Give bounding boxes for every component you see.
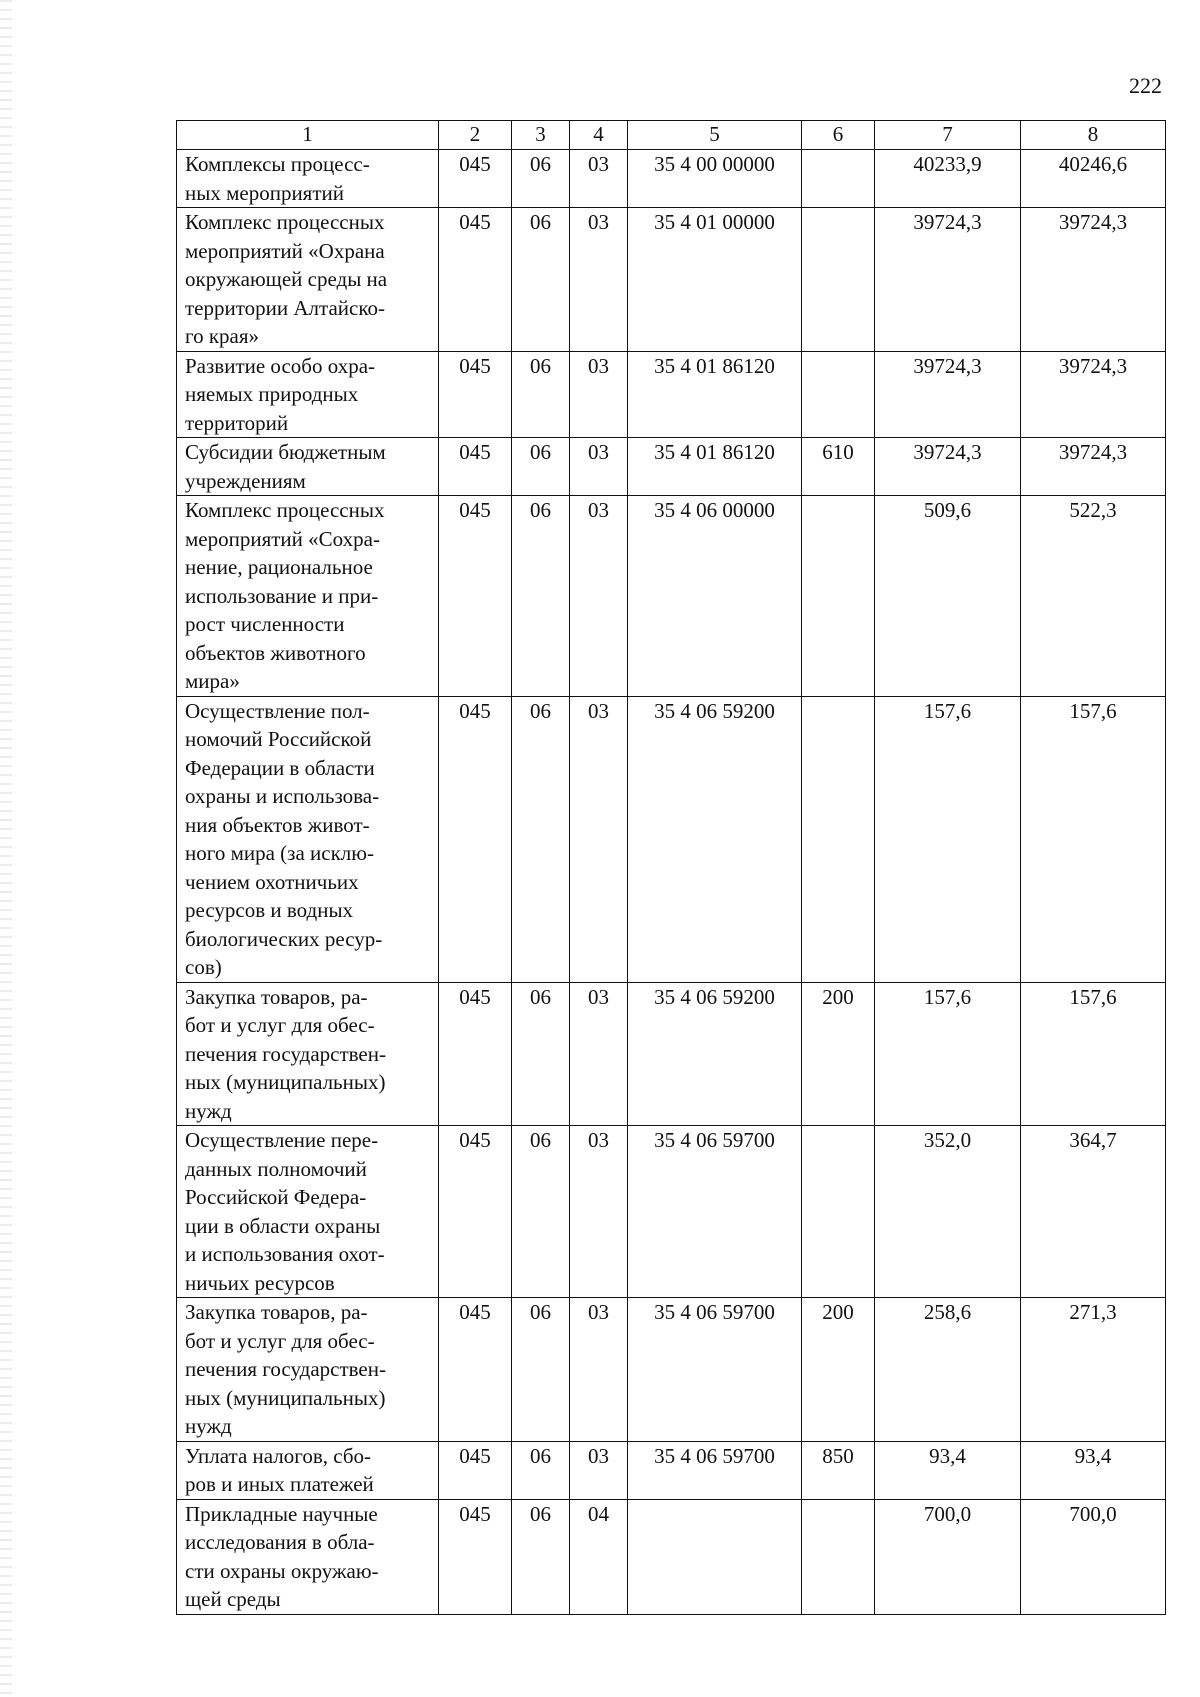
code-cell-4: 03 <box>570 1441 628 1499</box>
amount-cell-7: 39724,3 <box>875 351 1021 438</box>
expense-type-cell <box>802 496 875 697</box>
code-cell-3: 06 <box>512 982 570 1126</box>
amount-cell-8: 522,3 <box>1021 496 1166 697</box>
column-header-4: 4 <box>570 121 628 150</box>
code-cell-4: 03 <box>570 208 628 352</box>
column-header-8: 8 <box>1021 121 1166 150</box>
expense-type-cell <box>802 351 875 438</box>
row-name-cell: Развитие особо охра- няемых природных территорий <box>177 351 439 438</box>
target-article-cell <box>628 1499 802 1614</box>
amount-cell-7: 39724,3 <box>875 208 1021 352</box>
code-cell-3: 06 <box>512 150 570 208</box>
code-cell-2: 045 <box>439 438 512 496</box>
code-cell-2: 045 <box>439 1499 512 1614</box>
column-header-3: 3 <box>512 121 570 150</box>
code-cell-3: 06 <box>512 1499 570 1614</box>
expense-type-cell <box>802 208 875 352</box>
row-name-cell: Уплата налогов, сбо- ров и иных платежей <box>177 1441 439 1499</box>
amount-cell-7: 39724,3 <box>875 438 1021 496</box>
target-article-cell: 35 4 06 59200 <box>628 982 802 1126</box>
code-cell-2: 045 <box>439 982 512 1126</box>
table-row <box>177 1126 1166 1298</box>
page-number: 222 <box>1129 73 1162 98</box>
code-cell-2: 045 <box>439 1126 512 1298</box>
amount-cell-8: 271,3 <box>1021 1298 1166 1442</box>
row-name-cell: Комплексы процесс- ных мероприятий <box>177 150 439 208</box>
table-row <box>177 150 1166 208</box>
amount-cell-7: 509,6 <box>875 496 1021 697</box>
target-article-cell: 35 4 06 59700 <box>628 1126 802 1298</box>
table-row <box>177 982 1166 1126</box>
amount-cell-7: 700,0 <box>875 1499 1021 1614</box>
table-row <box>177 496 1166 697</box>
amount-cell-8: 364,7 <box>1021 1126 1166 1298</box>
amount-cell-8: 39724,3 <box>1021 438 1166 496</box>
amount-cell-8: 157,6 <box>1021 696 1166 982</box>
amount-cell-7: 157,6 <box>875 696 1021 982</box>
target-article-cell: 35 4 06 59200 <box>628 696 802 982</box>
row-name-cell: Осуществление пере- данных полномочий Российской Федера- ции в области охраны и использования охот- ничьих ресурсов <box>177 1126 439 1298</box>
target-article-cell: 35 4 00 00000 <box>628 150 802 208</box>
table-row <box>177 1298 1166 1442</box>
column-header-2: 2 <box>439 121 512 150</box>
expense-type-cell: 200 <box>802 982 875 1126</box>
expense-type-cell: 610 <box>802 438 875 496</box>
expense-type-cell: 850 <box>802 1441 875 1499</box>
code-cell-4: 03 <box>570 496 628 697</box>
row-name-cell: Комплекс процессных мероприятий «Охрана окружающей среды на территории Алтайско- го края» <box>177 208 439 352</box>
code-cell-2: 045 <box>439 208 512 352</box>
amount-cell-7: 93,4 <box>875 1441 1021 1499</box>
header-row <box>177 121 1166 150</box>
scan-edge-artifact <box>0 0 12 1697</box>
expense-type-cell: 200 <box>802 1298 875 1442</box>
code-cell-4: 03 <box>570 696 628 982</box>
column-header-7: 7 <box>875 121 1021 150</box>
amount-cell-7: 352,0 <box>875 1126 1021 1298</box>
table-body <box>177 150 1166 1615</box>
code-cell-2: 045 <box>439 1298 512 1442</box>
code-cell-3: 06 <box>512 1126 570 1298</box>
amount-cell-7: 40233,9 <box>875 150 1021 208</box>
target-article-cell: 35 4 06 59700 <box>628 1441 802 1499</box>
column-header-5: 5 <box>628 121 802 150</box>
target-article-cell: 35 4 06 00000 <box>628 496 802 697</box>
table-header <box>177 121 1166 150</box>
target-article-cell: 35 4 01 86120 <box>628 351 802 438</box>
amount-cell-7: 258,6 <box>875 1298 1021 1442</box>
row-name-cell: Закупка товаров, ра- бот и услуг для обес- печения государствен- ных (муниципальных) нужд <box>177 982 439 1126</box>
code-cell-2: 045 <box>439 696 512 982</box>
code-cell-3: 06 <box>512 438 570 496</box>
row-name-cell: Субсидии бюджетным учреждениям <box>177 438 439 496</box>
row-name-cell: Закупка товаров, ра- бот и услуг для обес- печения государствен- ных (муниципальных) нужд <box>177 1298 439 1442</box>
table-row <box>177 696 1166 982</box>
table-row <box>177 438 1166 496</box>
code-cell-3: 06 <box>512 1298 570 1442</box>
amount-cell-8: 39724,3 <box>1021 208 1166 352</box>
code-cell-3: 06 <box>512 496 570 697</box>
table-row <box>177 1441 1166 1499</box>
amount-cell-8: 93,4 <box>1021 1441 1166 1499</box>
table-row <box>177 208 1166 352</box>
expense-type-cell <box>802 1499 875 1614</box>
table-row <box>177 351 1166 438</box>
code-cell-3: 06 <box>512 1441 570 1499</box>
code-cell-4: 03 <box>570 438 628 496</box>
amount-cell-8: 157,6 <box>1021 982 1166 1126</box>
code-cell-3: 06 <box>512 208 570 352</box>
amount-cell-7: 157,6 <box>875 982 1021 1126</box>
expense-type-cell <box>802 696 875 982</box>
target-article-cell: 35 4 01 86120 <box>628 438 802 496</box>
code-cell-2: 045 <box>439 496 512 697</box>
row-name-cell: Прикладные научные исследования в обла- сти охраны окружаю- щей среды <box>177 1499 439 1614</box>
code-cell-3: 06 <box>512 696 570 982</box>
expense-type-cell <box>802 1126 875 1298</box>
row-name-cell: Осуществление пол- номочий Российской Федерации в области охраны и использова- ния объектов живот- ного мира (за исклю- чением охотничьих ресурсов и водных биологических ресур- сов) <box>177 696 439 982</box>
amount-cell-8: 39724,3 <box>1021 351 1166 438</box>
code-cell-4: 04 <box>570 1499 628 1614</box>
column-header-1: 1 <box>177 121 439 150</box>
code-cell-2: 045 <box>439 1441 512 1499</box>
code-cell-4: 03 <box>570 1298 628 1442</box>
row-name-cell: Комплекс процессных мероприятий «Сохра- нение, рациональное использование и при- рост численности объектов животного мира» <box>177 496 439 697</box>
code-cell-4: 03 <box>570 351 628 438</box>
code-cell-4: 03 <box>570 982 628 1126</box>
target-article-cell: 35 4 06 59700 <box>628 1298 802 1442</box>
expense-type-cell <box>802 150 875 208</box>
table-row <box>177 1499 1166 1614</box>
code-cell-3: 06 <box>512 351 570 438</box>
code-cell-2: 045 <box>439 351 512 438</box>
amount-cell-8: 40246,6 <box>1021 150 1166 208</box>
budget-table <box>176 120 1166 1615</box>
column-header-6: 6 <box>802 121 875 150</box>
code-cell-4: 03 <box>570 150 628 208</box>
code-cell-2: 045 <box>439 150 512 208</box>
target-article-cell: 35 4 01 00000 <box>628 208 802 352</box>
code-cell-4: 03 <box>570 1126 628 1298</box>
amount-cell-8: 700,0 <box>1021 1499 1166 1614</box>
